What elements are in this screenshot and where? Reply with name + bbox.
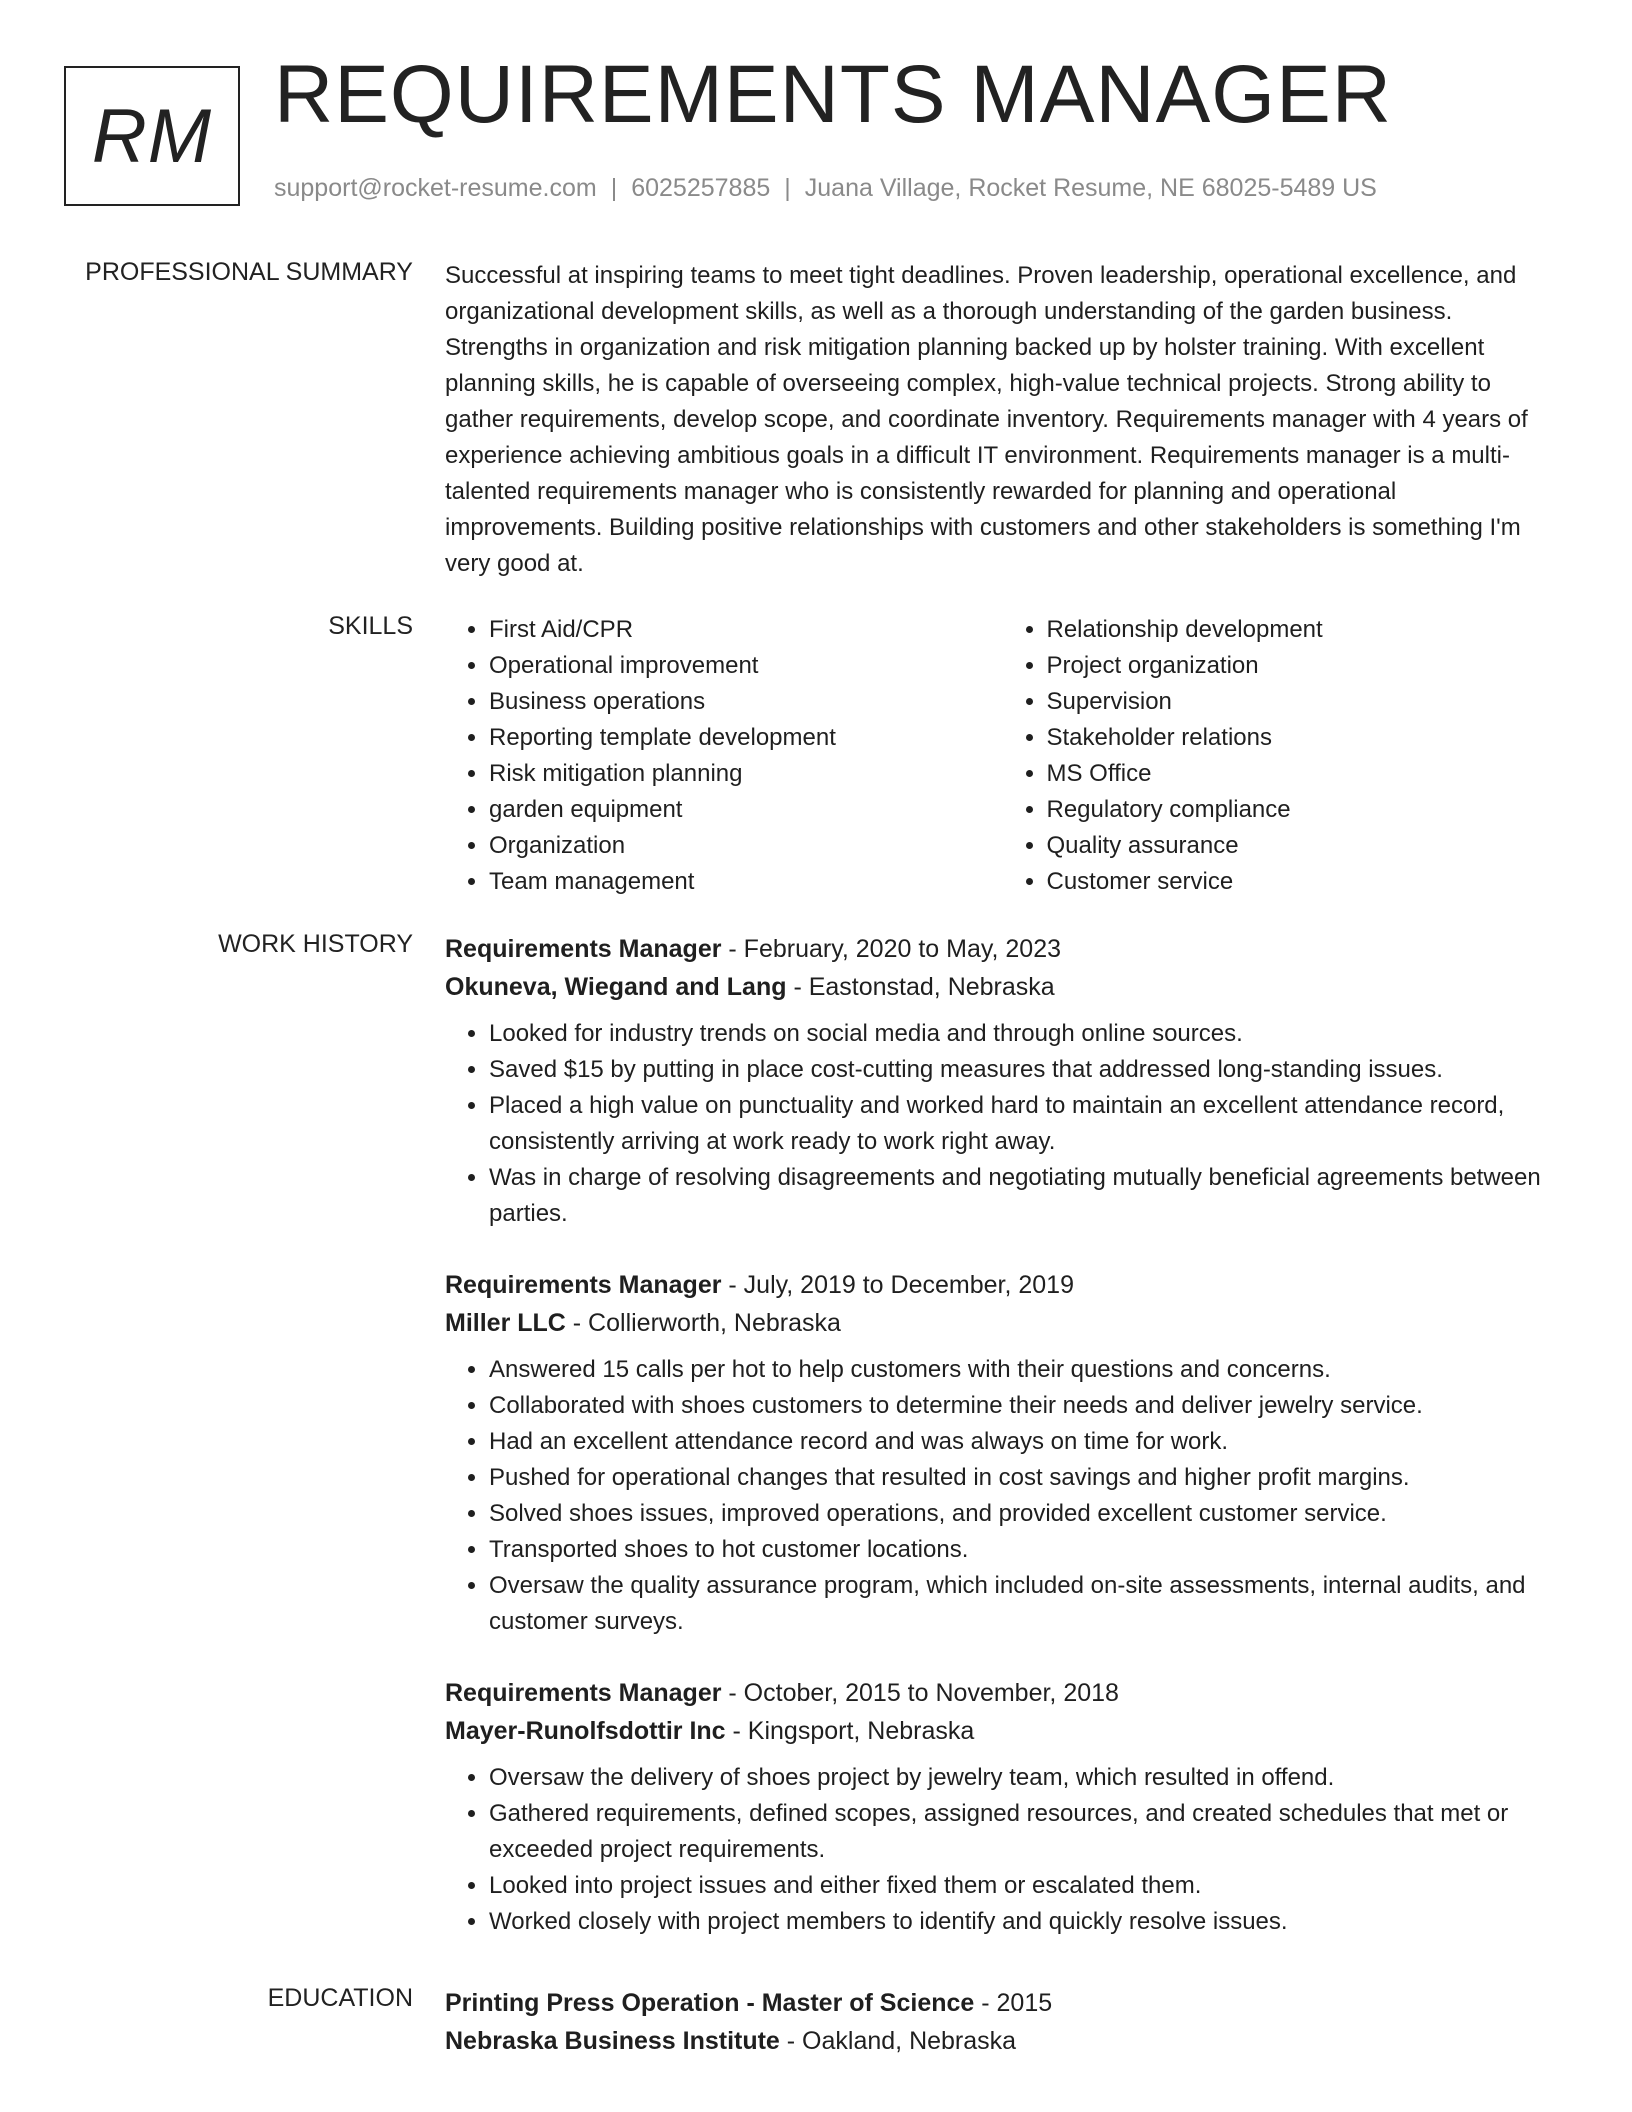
skill-item: • Reporting template development <box>489 720 1003 756</box>
skill-item: • Risk mitigation planning <box>489 756 1003 792</box>
skill-item: • Quality assurance <box>1047 828 1561 864</box>
job-dates: - July, 2019 to December, 2019 <box>721 1271 1074 1299</box>
job-entry <box>445 930 1560 1232</box>
skill-item: • Stakeholder relations <box>1047 720 1561 756</box>
job-company: Miller LLC <box>445 1309 566 1337</box>
job-bullet: • Oversaw the delivery of shoes project by jewelry team, which resulted in offend. <box>489 1760 1560 1796</box>
school-name: Nebraska Business Institute <box>445 2027 780 2055</box>
school-location: - Oakland, Nebraska <box>779 2027 1017 2055</box>
job-entry <box>445 1674 1560 1940</box>
phone: 6025257885 <box>631 174 771 202</box>
skill-item: • MS Office <box>1047 756 1561 792</box>
summary-body <box>445 258 1560 582</box>
job-bullet: • Looked for industry trends on social media and through online sources. <box>489 1016 1560 1052</box>
degree: Printing Press Operation - Master of Science <box>445 1989 975 2017</box>
skills-list-right <box>1003 612 1561 900</box>
job-entry <box>445 1266 1560 1640</box>
work-history-body <box>445 930 1560 1974</box>
job-bullet: • Oversaw the quality assurance program, which included on-site assessments, internal audits, and customer surveys. <box>489 1568 1560 1640</box>
work-history-heading: WORK HISTORY <box>218 930 413 958</box>
job-location: - Collierworth, Nebraska <box>565 1309 841 1337</box>
job-bullet: • Answered 15 calls per hot to help customers with their questions and concerns. <box>489 1352 1560 1388</box>
skill-item: • Business operations <box>489 684 1003 720</box>
skill-item: • First Aid/CPR <box>489 612 1003 648</box>
job-title: Requirements Manager <box>445 1679 722 1707</box>
graduation-year: - 2015 <box>974 1989 1053 2017</box>
job-dates: - February, 2020 to May, 2023 <box>721 935 1061 963</box>
separator: | <box>784 174 791 202</box>
job-bullet: • Collaborated with shoes customers to determine their needs and deliver jewelry service. <box>489 1388 1560 1424</box>
skills-body <box>445 612 1560 900</box>
skill-item: • Organization <box>489 828 1003 864</box>
job-bullet: • Solved shoes issues, improved operations, and provided excellent customer service. <box>489 1496 1560 1532</box>
job-location: - Eastonstad, Nebraska <box>786 973 1055 1001</box>
education-body <box>445 1984 1560 2070</box>
skill-item: • Operational improvement <box>489 648 1003 684</box>
job-company: Okuneva, Wiegand and Lang <box>445 973 787 1001</box>
contact-line <box>274 174 1377 203</box>
job-bullet: • Transported shoes to hot customer locations. <box>489 1532 1560 1568</box>
summary-text: Successful at inspiring teams to meet tight deadlines. Proven leadership, operational excellence, and organizational development skills, as well as a thorough understanding of the garden business. Strengths in organization and risk mitigation planning backed up by holster training. With excellent planning skills, he is capable of overseeing complex, high-value technical projects. Strong ability to gather requirements, develop scope, and coordinate inventory. Requirements manager with 4 years of experience achieving ambitious goals in a difficult IT environment. Requirements manager is a multi-talented requirements manager who is consistently rewarded for planning and operational improvements. Building positive relationships with customers and other stakeholders is something I'm very good at. <box>445 262 1528 577</box>
skill-item: • Project organization <box>1047 648 1561 684</box>
job-bullets <box>445 1016 1560 1232</box>
skill-item: • Customer service <box>1047 864 1561 900</box>
job-bullet: • Gathered requirements, defined scopes, assigned resources, and created schedules that met or exceeded project requirements. <box>489 1796 1560 1868</box>
job-bullet: • Looked into project issues and either fixed them or escalated them. <box>489 1868 1560 1904</box>
skill-item: • garden equipment <box>489 792 1003 828</box>
job-title: Requirements Manager <box>445 935 722 963</box>
job-bullet: • Was in charge of resolving disagreements and negotiating mutually beneficial agreements between parties. <box>489 1160 1560 1232</box>
separator: | <box>610 174 618 202</box>
job-bullet: • Saved $15 by putting in place cost-cutting measures that addressed long-standing issues. <box>489 1052 1560 1088</box>
job-bullet: • Had an excellent attendance record and was always on time for work. <box>489 1424 1560 1460</box>
job-location: - Kingsport, Nebraska <box>725 1717 975 1745</box>
page-title: REQUIREMENTS MANAGER <box>274 49 1392 140</box>
job-bullet: • Pushed for operational changes that resulted in cost savings and higher profit margins. <box>489 1460 1560 1496</box>
job-title: Requirements Manager <box>445 1271 722 1299</box>
skill-item: • Supervision <box>1047 684 1561 720</box>
skills-list-left <box>445 612 1003 900</box>
job-bullets <box>445 1352 1560 1640</box>
skill-item: • Regulatory compliance <box>1047 792 1561 828</box>
skill-item: • Team management <box>489 864 1003 900</box>
summary-heading: PROFESSIONAL SUMMARY <box>85 258 413 286</box>
job-bullets <box>445 1760 1560 1940</box>
job-bullet: • Worked closely with project members to identify and quickly resolve issues. <box>489 1904 1560 1940</box>
job-dates: - October, 2015 to November, 2018 <box>721 1679 1119 1707</box>
job-bullet: • Placed a high value on punctuality and worked hard to maintain an excellent attendance record, consistently arriving at work ready to work right away. <box>489 1088 1560 1160</box>
skill-item: • Relationship development <box>1047 612 1561 648</box>
skills-heading: SKILLS <box>328 612 413 640</box>
education-heading: EDUCATION <box>267 1984 413 2012</box>
address: Juana Village, Rocket Resume, NE 68025-5489 US <box>804 174 1377 202</box>
email: support@rocket-resume.com <box>274 174 597 202</box>
job-company: Mayer-Runolfsdottir Inc <box>445 1717 726 1745</box>
monogram: RM <box>64 66 240 206</box>
